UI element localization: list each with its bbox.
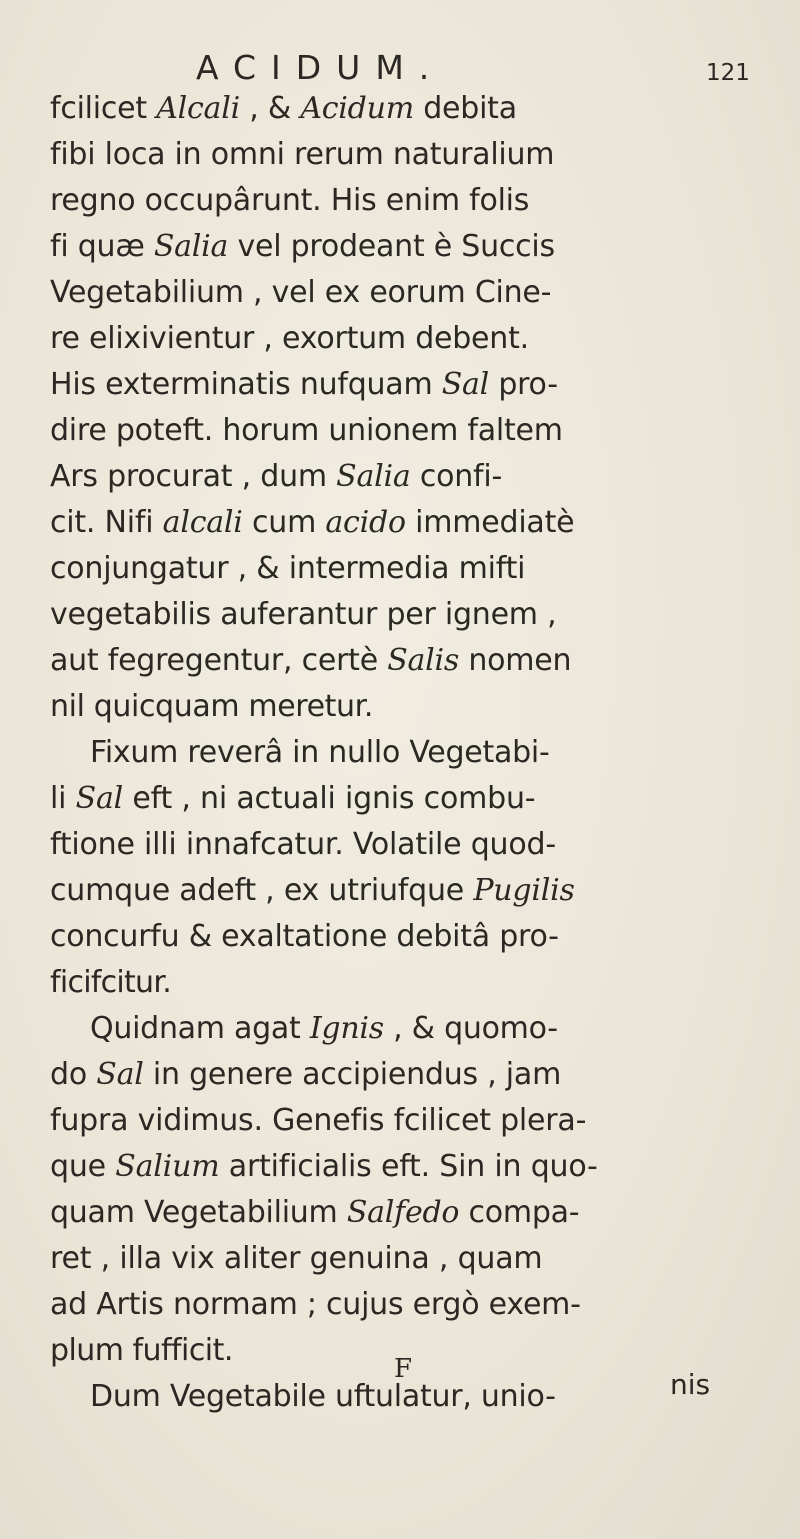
text-line [50, 776, 770, 822]
text-segment: nomen [459, 643, 572, 678]
text-line [50, 224, 770, 270]
italic-word: Salia [336, 459, 411, 494]
italic-word: Salium [115, 1149, 220, 1184]
text-line [50, 408, 770, 454]
text-segment: immediatè [405, 505, 575, 540]
text-segment: concurfu & exaltatione debitâ pro- [50, 919, 559, 954]
italic-word: Salfedo [346, 1195, 460, 1230]
signature-mark: F [394, 1354, 413, 1384]
text-segment: regno occupârunt. His enim folis [50, 183, 530, 218]
running-head: ACIDUM. [196, 48, 445, 87]
text-line [50, 1282, 770, 1328]
text-segment: cum [242, 505, 326, 540]
text-segment: ret , illa vix aliter genuina , quam [50, 1241, 543, 1276]
text-segment: Fixum reverâ in nullo Vegetabi- [90, 735, 550, 770]
italic-word: alcali [162, 505, 243, 540]
text-line [50, 1236, 770, 1282]
text-segment: plum fufficit. [50, 1333, 233, 1368]
text-segment: confi- [410, 459, 503, 494]
text-line [50, 500, 770, 546]
text-line [50, 1098, 770, 1144]
text-segment: , & [239, 91, 301, 126]
text-segment: dire poteft. horum unionem faltem [50, 413, 563, 448]
text-segment: vegetabilis auferantur per ignem , [50, 597, 557, 632]
page-footer [0, 1354, 800, 1404]
text-line [50, 822, 770, 868]
text-line [50, 960, 770, 1006]
italic-word: acido [325, 505, 406, 540]
text-line [50, 592, 770, 638]
text-segment: eft , ni actuali ignis combu- [123, 781, 536, 816]
text-segment: vel prodeant è Succis [228, 229, 555, 264]
text-segment: nil quicquam meretur. [50, 689, 374, 724]
page-number: 121 [706, 60, 750, 86]
text-segment: , & quomo- [383, 1011, 558, 1046]
text-line [50, 1144, 770, 1190]
text-segment: fupra vidimus. Genefis fcilicet plera- [50, 1103, 587, 1138]
italic-word: Salis [387, 643, 460, 678]
text-line [50, 86, 770, 132]
text-line [50, 178, 770, 224]
text-line [50, 730, 770, 776]
italic-word: Ignis [309, 1011, 384, 1046]
text-segment: debita [413, 91, 517, 126]
text-segment: que [50, 1149, 116, 1184]
text-segment: re elixivientur , exortum debent. [50, 321, 529, 356]
italic-word: Pugilis [473, 873, 575, 908]
text-line [50, 270, 770, 316]
italic-word: Sal [441, 367, 490, 402]
text-segment: in genere accipiendus , jam [143, 1057, 562, 1092]
text-segment: Dum Vegetabile uftulatur, unio- [90, 1379, 556, 1414]
text-segment: compa- [459, 1195, 580, 1230]
text-segment: fcilicet [50, 91, 157, 126]
text-segment: Vegetabilium , vel ex eorum Cine- [50, 275, 552, 310]
text-line [50, 1052, 770, 1098]
italic-word: Sal [75, 781, 124, 816]
text-line [50, 362, 770, 408]
italic-word: Sal [96, 1057, 144, 1092]
text-segment: cit. Nifi [50, 505, 163, 540]
text-line [50, 132, 770, 178]
text-line [50, 454, 770, 500]
text-line [50, 868, 770, 914]
text-line [50, 638, 770, 684]
text-segment: fi quæ [50, 229, 154, 264]
text-segment: cumque adeft , ex utriufque [50, 873, 474, 908]
text-segment: conjungatur , & intermedia mifti [50, 551, 526, 586]
text-segment: ad Artis normam ; cujus ergò exem- [50, 1287, 581, 1322]
text-line [50, 316, 770, 362]
text-line [50, 684, 770, 730]
text-segment: fibi loca in omni rerum naturalium [50, 137, 555, 172]
italic-word: Salia [153, 229, 229, 264]
text-segment: ficifcitur. [50, 965, 172, 1000]
text-segment: artificialis eft. Sin in quo- [219, 1149, 598, 1184]
italic-word: Alcali [156, 91, 240, 126]
text-segment: Ars procurat , dum [50, 459, 337, 494]
text-segment: do [50, 1057, 97, 1092]
text-segment: Quidnam agat [90, 1011, 310, 1046]
text-segment: quam Vegetabilium [50, 1195, 347, 1230]
text-segment: pro- [489, 367, 558, 402]
text-segment: His exterminatis nufquam [50, 367, 442, 402]
text-line [50, 914, 770, 960]
text-line [50, 546, 770, 592]
catchword: nis [670, 1368, 711, 1401]
text-line [50, 1006, 770, 1052]
body-text [50, 86, 770, 1420]
text-line [50, 1190, 770, 1236]
italic-word: Acidum [300, 91, 414, 126]
text-segment: aut fegregentur, certè [50, 643, 388, 678]
text-segment: ftione illi innafcatur. Volatile quod- [50, 827, 556, 862]
text-segment: li [50, 781, 76, 816]
